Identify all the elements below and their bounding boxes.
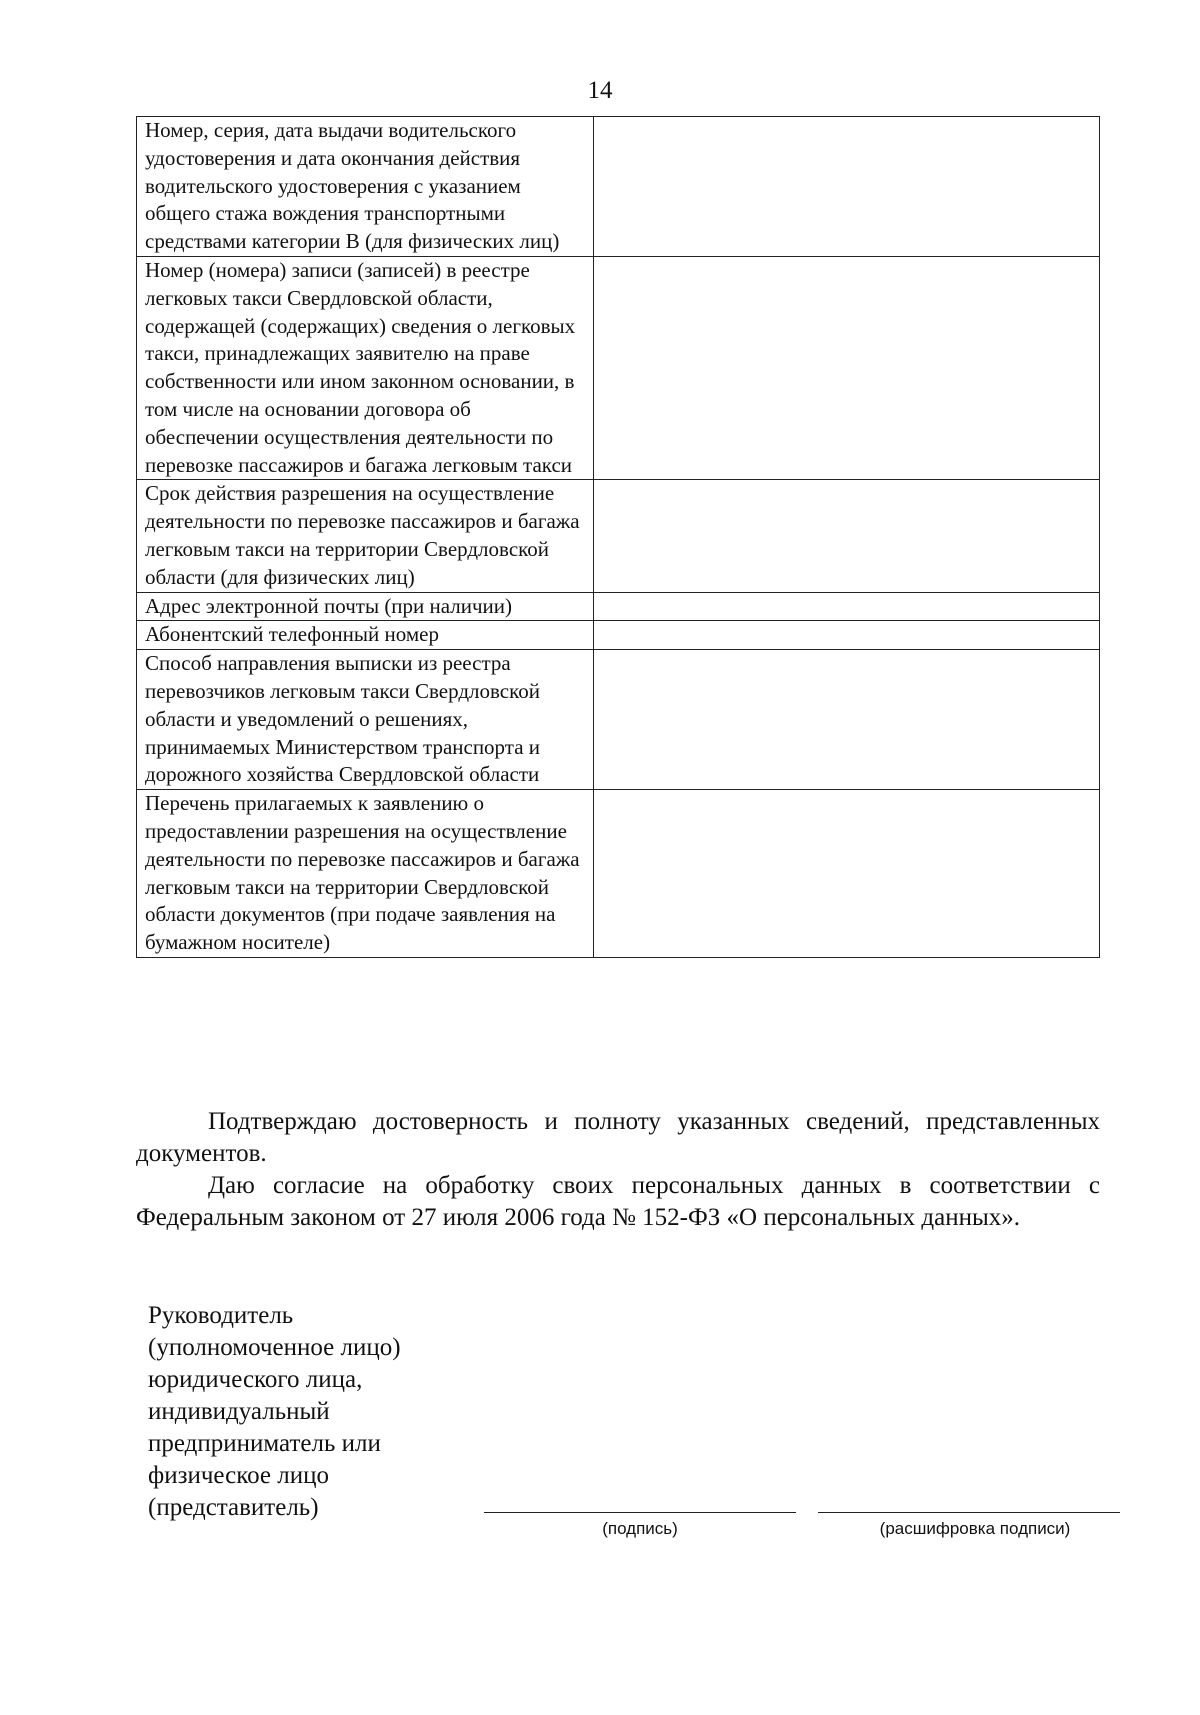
field-value-permit-term[interactable] — [594, 480, 1100, 592]
field-value-email[interactable] — [594, 592, 1100, 621]
table-row — [137, 480, 1100, 592]
field-label-permit-term: Срок действия разрешения на осуществление деятельности по перевозке пассажиров и багажа легковым такси на территории Свердловской области (для физических лиц) — [137, 480, 594, 592]
field-value-attached-documents[interactable] — [594, 790, 1100, 958]
table-row — [137, 790, 1100, 958]
application-form-table — [136, 116, 1100, 958]
field-label-attached-documents: Перечень прилагаемых к заявлению о предоставлении разрешения на осуществление деятельности по перевозке пассажиров и багажа легковым такси на территории Свердловской области документов (при подаче заявления на бумажном носителе) — [137, 790, 594, 958]
table-row — [137, 256, 1100, 479]
signer-label: Руководитель (уполномоченное лицо) юридического лица, индивидуальный предприниматель или физическое лицо (представитель) — [148, 1302, 401, 1521]
field-label-driver-license: Номер, серия, дата выдачи водительского удостоверения и дата окончания действия водительского удостоверения с указанием общего стажа вождения транспортными средствами категории В (для физических лиц) — [137, 117, 594, 257]
signature-decode-line[interactable] — [818, 1512, 1120, 1513]
table-row — [137, 650, 1100, 790]
confirmation-paragraph: Подтверждаю достоверность и полноту указанных сведений, представленных документов. — [136, 1108, 1100, 1167]
field-label-phone: Абонентский телефонный номер — [137, 621, 594, 650]
consent-paragraph: Даю согласие на обработку своих персональных данных в соответствии с Федеральным законом от 27 июля 2006 года № 152-ФЗ «О персональных данных». — [136, 1172, 1100, 1231]
table-row — [137, 117, 1100, 257]
signature-decode-caption: (расшифровка подписи) — [879, 1519, 1071, 1538]
table-row — [137, 592, 1100, 621]
field-value-driver-license[interactable] — [594, 117, 1100, 257]
page-number: 14 — [587, 77, 613, 104]
signature-caption: (подпись) — [602, 1519, 678, 1538]
field-label-email: Адрес электронной почты (при наличии) — [137, 592, 594, 621]
field-label-registry-records: Номер (номера) записи (записей) в реестре легковых такси Свердловской области, содержащей (содержащих) сведения о легковых такси, принадлежащих заявителю на праве собственности или ином законном основании, в том числе на основании договора об обеспечении осуществления деятельности по перевозке пассажиров и багажа легковым такси — [137, 256, 594, 479]
field-value-phone[interactable] — [594, 621, 1100, 650]
signature-line[interactable] — [484, 1512, 796, 1513]
field-value-registry-records[interactable] — [594, 256, 1100, 479]
table-row — [137, 621, 1100, 650]
field-value-delivery-method[interactable] — [594, 650, 1100, 790]
field-label-delivery-method: Способ направления выписки из реестра перевозчиков легковым такси Свердловской области и уведомлений о решениях, принимаемых Министерством транспорта и дорожного хозяйства Свердловской области — [137, 650, 594, 790]
